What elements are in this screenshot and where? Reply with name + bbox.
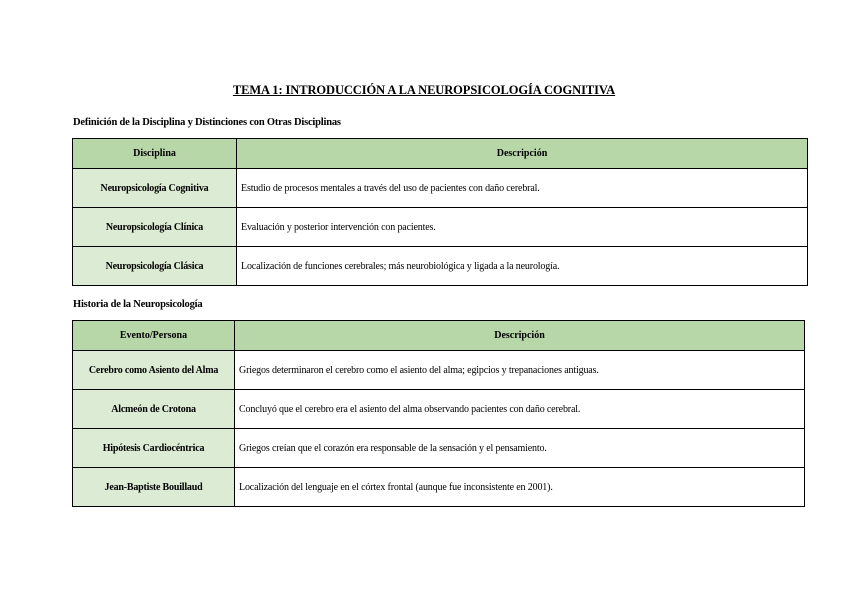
table-row xyxy=(73,208,808,247)
table-row xyxy=(73,429,805,468)
section-heading-disciplines: Definición de la Disciplina y Distinciones con Otras Disciplinas xyxy=(73,117,341,128)
event-name-cell: Jean-Baptiste Bouillaud xyxy=(73,468,235,507)
description-cell: Estudio de procesos mentales a través del uso de pacientes con daño cerebral. xyxy=(237,169,808,208)
table-row xyxy=(73,468,805,507)
table-header-row xyxy=(73,321,805,351)
discipline-name-cell: Neuropsicología Clásica xyxy=(73,247,237,286)
discipline-name-cell: Neuropsicología Clínica xyxy=(73,208,237,247)
column-header-description: Descripción xyxy=(235,321,805,351)
event-name-cell: Hipótesis Cardiocéntrica xyxy=(73,429,235,468)
description-cell: Localización del lenguaje en el córtex frontal (aunque fue inconsistente en 2001). xyxy=(235,468,805,507)
table-row xyxy=(73,351,805,390)
description-cell: Griegos determinaron el cerebro como el asiento del alma; egipcios y trepanaciones antiguas. xyxy=(235,351,805,390)
column-header-discipline: Disciplina xyxy=(73,139,237,169)
discipline-name-cell: Neuropsicología Cognitiva xyxy=(73,169,237,208)
description-cell: Concluyó que el cerebro era el asiento del alma observando pacientes con daño cerebral. xyxy=(235,390,805,429)
disciplines-table xyxy=(72,138,808,286)
event-name-cell: Cerebro como Asiento del Alma xyxy=(73,351,235,390)
section-heading-history: Historia de la Neuropsicología xyxy=(73,299,203,310)
table-header-row xyxy=(73,139,808,169)
event-name-cell: Alcmeón de Crotona xyxy=(73,390,235,429)
table-row xyxy=(73,247,808,286)
history-table xyxy=(72,320,805,507)
description-cell: Localización de funciones cerebrales; más neurobiológica y ligada a la neurología. xyxy=(237,247,808,286)
description-cell: Griegos creían que el corazón era responsable de la sensación y el pensamiento. xyxy=(235,429,805,468)
table-row xyxy=(73,390,805,429)
column-header-description: Descripción xyxy=(237,139,808,169)
table-row xyxy=(73,169,808,208)
column-header-event-person: Evento/Persona xyxy=(73,321,235,351)
page-title: TEMA 1: INTRODUCCIÓN A LA NEUROPSICOLOGÍA COGNITIVA xyxy=(232,83,616,97)
description-cell: Evaluación y posterior intervención con pacientes. xyxy=(237,208,808,247)
